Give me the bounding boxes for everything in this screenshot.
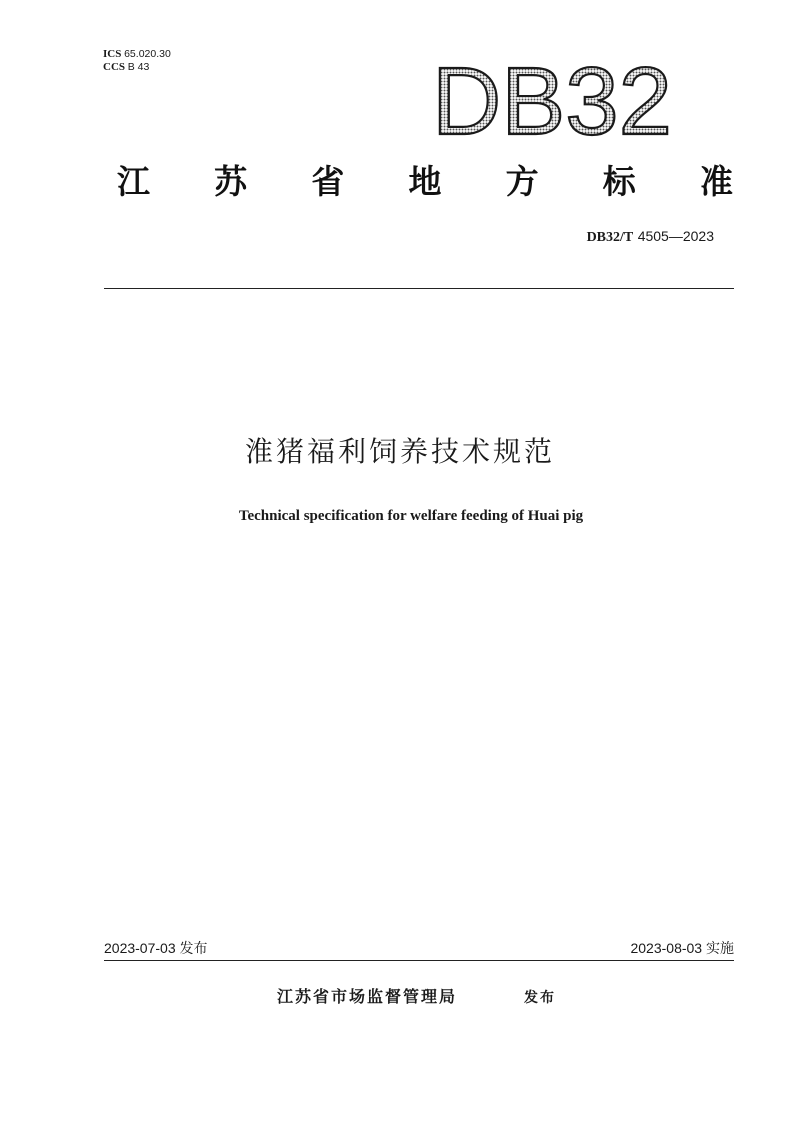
standard-type-char: 地 bbox=[408, 162, 442, 201]
ics-value: 65.020.30 bbox=[124, 48, 171, 60]
standard-number-value: 4505—2023 bbox=[637, 228, 714, 244]
standard-number-prefix: DB32/T bbox=[586, 230, 634, 245]
publisher-name: 江苏省市场监督管理局 bbox=[277, 987, 458, 1006]
standard-type-heading bbox=[117, 160, 733, 204]
document-title-english: Technical specification for welfare feeding of Huai pig bbox=[238, 508, 584, 524]
implementation-date: 2023-08-03 实施 bbox=[630, 940, 734, 956]
standard-type-char: 方 bbox=[505, 162, 539, 201]
classification-codes bbox=[103, 48, 171, 74]
standard-type-char: 省 bbox=[311, 162, 345, 201]
standard-type-char: 苏 bbox=[214, 162, 248, 201]
footer-divider bbox=[104, 960, 734, 961]
db32-logo-graphic bbox=[428, 50, 678, 145]
publisher-action: 发布 bbox=[524, 990, 556, 1006]
ccs-code bbox=[103, 61, 171, 74]
ics-code bbox=[103, 48, 171, 61]
ics-label: ICS bbox=[103, 48, 122, 60]
issue-date: 2023-07-03 发布 bbox=[104, 940, 208, 956]
db32-logo-text: DB32 bbox=[432, 50, 672, 145]
ccs-label: CCS bbox=[103, 61, 126, 73]
standard-type-char: 江 bbox=[117, 162, 150, 201]
document-title-chinese: 淮猪福利饲养技术规范 bbox=[244, 435, 555, 468]
standard-number bbox=[587, 226, 714, 248]
standard-type-char: 准 bbox=[699, 162, 733, 201]
db32-logo bbox=[428, 50, 678, 145]
ccs-value: B 43 bbox=[127, 61, 150, 73]
standard-type-char: 标 bbox=[602, 162, 636, 201]
header-divider bbox=[104, 288, 734, 289]
